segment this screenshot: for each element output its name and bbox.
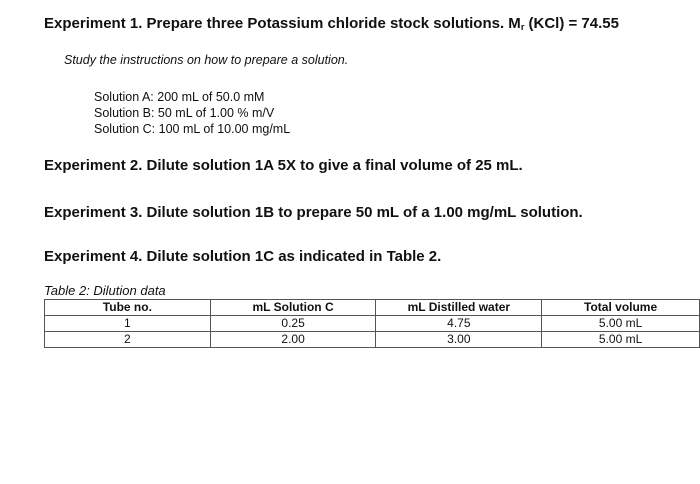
experiment-3-heading: Experiment 3. Dilute solution 1B to prepare 50 mL of a 1.00 mg/mL solution. — [44, 204, 583, 221]
cell-ml-distilled-water: 4.75 — [376, 316, 542, 332]
experiment-1-title: Experiment 1. Prepare three Potassium chloride stock solutions. M — [44, 15, 521, 32]
cell-tube-no: 2 — [45, 332, 211, 348]
cell-ml-solution-c: 0.25 — [210, 316, 376, 332]
solution-c-text: Solution C: 100 mL of 10.00 mg/mL — [94, 122, 291, 136]
table-header-row — [45, 300, 700, 316]
header-ml-solution-c: mL Solution C — [210, 300, 376, 316]
experiment-1-subscript: r — [520, 22, 525, 32]
cell-ml-solution-c: 2.00 — [210, 332, 376, 348]
cell-ml-distilled-water: 3.00 — [376, 332, 542, 348]
experiment-2-heading: Experiment 2. Dilute solution 1A 5X to give a final volume of 25 mL. — [44, 157, 523, 174]
header-total-volume: Total volume — [542, 300, 700, 316]
cell-total-volume: 5.00 mL — [542, 316, 700, 332]
dilution-table — [44, 299, 700, 348]
experiment-4-heading: Experiment 4. Dilute solution 1C as indicated in Table 2. — [44, 248, 442, 265]
table-row — [45, 332, 700, 348]
cell-tube-no: 1 — [45, 316, 211, 332]
table-row — [45, 316, 700, 332]
table-caption: Table 2: Dilution data — [44, 283, 166, 298]
header-tube-no: Tube no. — [45, 300, 211, 316]
solution-a-text: Solution A: 200 mL of 50.0 mM — [94, 90, 265, 104]
experiment-1-formula: (KCl) = 74.55 — [524, 15, 619, 32]
header-ml-distilled-water: mL Distilled water — [376, 300, 542, 316]
instructions-text: Study the instructions on how to prepare a solution. — [64, 53, 349, 67]
experiment-1-heading — [44, 15, 619, 32]
solution-b-text: Solution B: 50 mL of 1.00 % m/V — [94, 106, 275, 120]
cell-total-volume: 5.00 mL — [542, 332, 700, 348]
